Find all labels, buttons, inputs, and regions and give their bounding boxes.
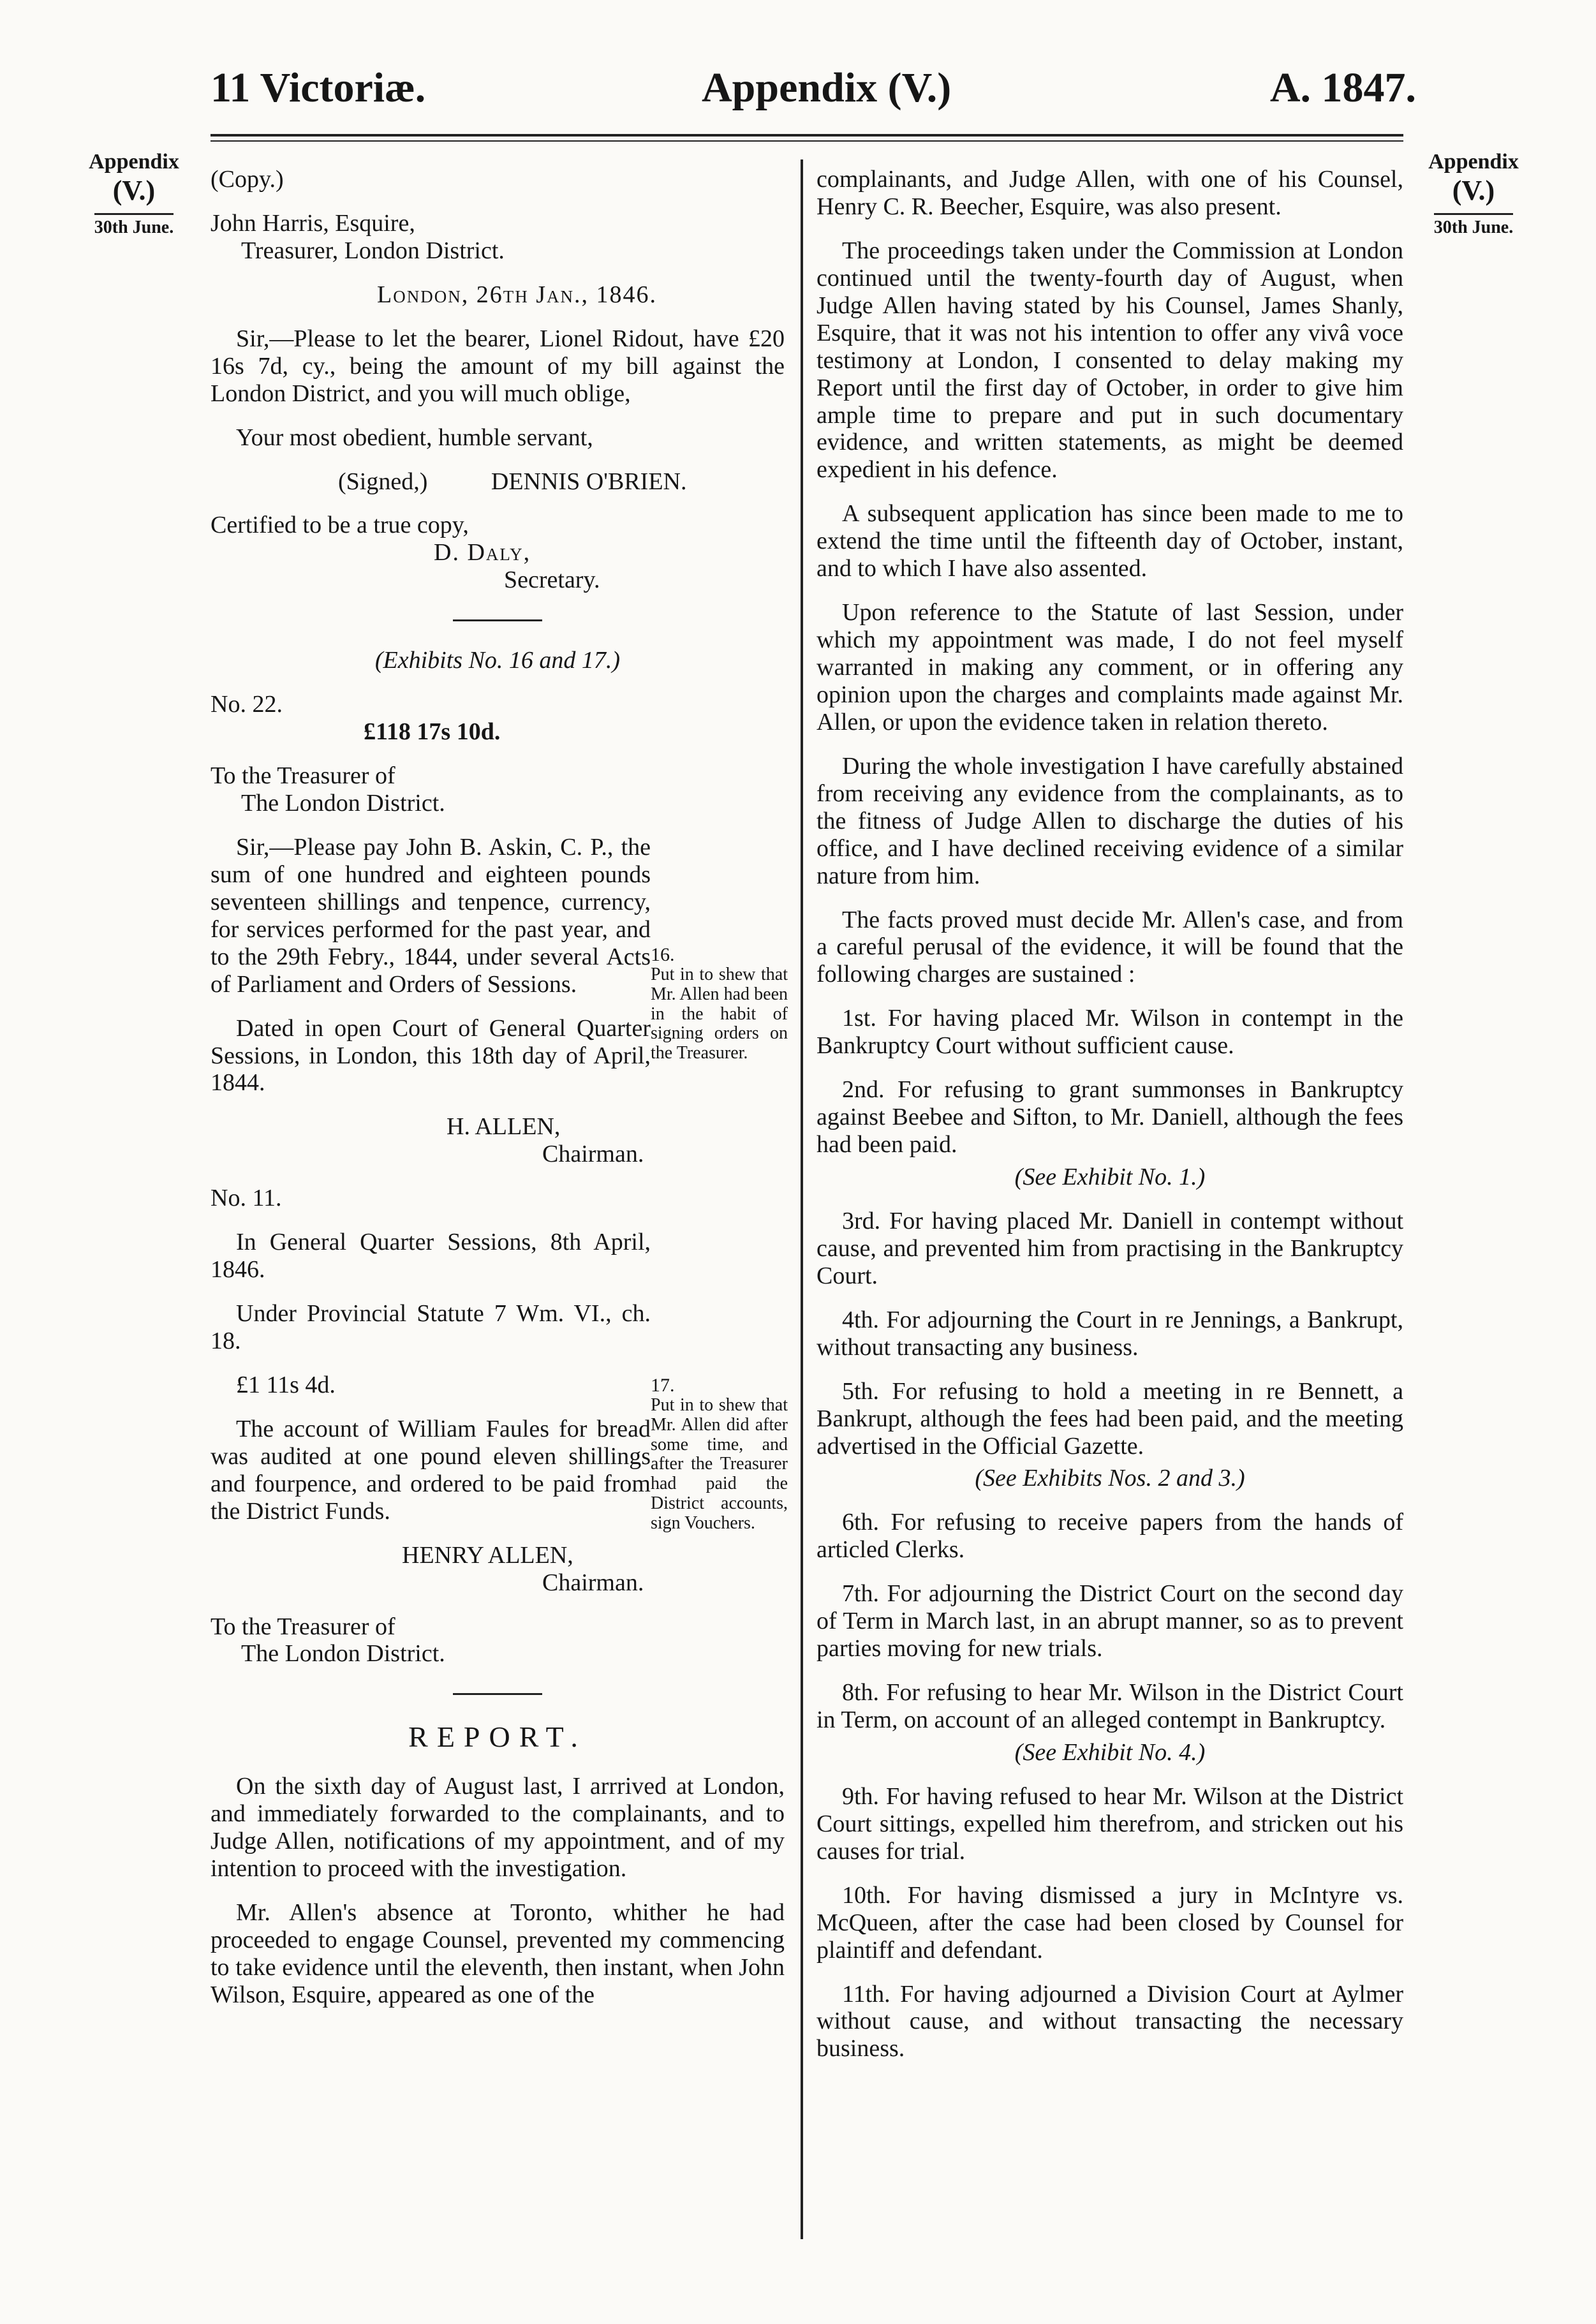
report-paragraph: On the sixth day of August last, I arrrived at London, and immediately forwarded to the complainants, and to Judge Allen, notifications of my appointment, and of my intention to proceed with the investigation.	[211, 1773, 785, 1883]
charge-item: 3rd. For having placed Mr. Daniell in contempt without cause, and prevented him from practising in the Bankruptcy Court.	[816, 1207, 1403, 1289]
treasurer-line: To the Treasurer of	[211, 1613, 395, 1640]
treasurer-district: The London District.	[241, 790, 445, 817]
treasurer-district: The London District.	[241, 1640, 445, 1668]
section-rule	[453, 619, 542, 621]
right-column	[816, 166, 1403, 2079]
order-amount: £118 17s 10d.	[364, 718, 501, 746]
copy-label: (Copy.)	[211, 166, 284, 193]
account-text: The account of William Faules for bread was audited at one pound eleven shillings and fourpence, and ordered to be paid from the District Funds.	[211, 1415, 651, 1525]
report-paragraph: Mr. Allen's absence at Toronto, whither he had proceeded to engage Counsel, prevented my commencing to take evidence until the eleventh, then instant, when John Wilson, Esquire, appeared as one of the	[211, 1899, 785, 2008]
report-paragraph: The facts proved must decide Mr. Allen's case, and from a careful perusal of the evidence, it will be found that the following charges are sustained :	[816, 906, 1403, 988]
signer-allen: H. ALLEN,	[447, 1113, 561, 1141]
charge-item: 5th. For refusing to hold a meeting in re Bennett, a Bankrupt, although the fees had been paid, and the meeting advertised in the Official Gazette.	[816, 1377, 1403, 1460]
certifier-title: Secretary.	[504, 566, 600, 594]
charge-item: 4th. For adjourning the Court in re Jennings, a Bankrupt, without transacting any business.	[816, 1306, 1403, 1361]
addressee-title: Treasurer, London District.	[241, 237, 505, 264]
signature-line	[211, 468, 785, 496]
record-number: No. 11.	[211, 1185, 282, 1212]
section-rule	[453, 1693, 542, 1695]
charge-item: 6th. For refusing to receive papers from the hands of articled Clerks.	[816, 1509, 1403, 1564]
column-divider	[801, 159, 803, 2239]
header-appendix: Appendix (V.)	[702, 64, 952, 111]
addressee-name: John Harris, Esquire,	[211, 209, 415, 237]
right-margin-note	[1410, 150, 1537, 238]
report-title: REPORT.	[408, 1721, 587, 1754]
side-note-text: Put in to shew that Mr. Allen had been in the habit of signing orders on the Treasurer.	[651, 965, 788, 1063]
signer-name: DENNIS O'BRIEN.	[491, 468, 687, 495]
header-rule-thin	[211, 140, 1403, 142]
chairman-title: Chairman.	[542, 1141, 644, 1168]
margin-date: 30th June.	[94, 213, 174, 238]
charge-item: 8th. For refusing to hear Mr. Wilson in the District Court in Term, on account of an alleged contempt in Bankruptcy.	[816, 1679, 1403, 1733]
certifier-name: D. Daly,	[434, 539, 531, 566]
margin-section: (V.)	[112, 175, 156, 206]
page-header	[211, 64, 1416, 121]
letter-closing: Your most obedient, humble servant,	[236, 424, 593, 451]
exhibits-heading: (Exhibits No. 16 and 17.)	[374, 647, 621, 674]
charge-item: 9th. For having refused to hear Mr. Wilson at the District Court sittings, expelled him therefrom, and stricken out his causes for trial.	[816, 1782, 1403, 1865]
sessions-text: In General Quarter Sessions, 8th April, 1846.	[211, 1229, 651, 1284]
side-note-16	[651, 944, 788, 1063]
statute-text: Under Provincial Statute 7 Wm. VI., ch. 18.	[211, 1300, 651, 1354]
margin-appendix: Appendix	[1428, 150, 1519, 174]
charge-item: 10th. For having dismissed a jury in McIntyre vs. McQueen, after the case had been closed by Counsel for plaintiff and defendant.	[816, 1881, 1403, 1964]
header-year: A. 1847.	[1269, 64, 1416, 111]
exhibit-reference: (See Exhibit No. 4.)	[1014, 1738, 1206, 1766]
report-paragraph: The proceedings taken under the Commission at London continued until the twenty-fourth day of August, when Judge Allen having stated by his Counsel, James Shanly, Esquire, that it was not his intention to offer any vivâ voce testimony at London, I consented to delay making my Report until the first day of October, in order to give him ample time to prepare and put in such documentary evidence, and written statements, as might be deemed expedient in his defence.	[816, 237, 1403, 484]
signer-henry-allen: HENRY ALLEN,	[402, 1541, 573, 1569]
charge-item: 2nd. For refusing to grant summonses in Bankruptcy against Beebee and Sifton, to Mr. Daniell, although the fees had been paid.	[816, 1076, 1403, 1158]
dateline: London, 26th Jan., 1846.	[377, 281, 657, 308]
chairman-title: Chairman.	[542, 1569, 644, 1596]
dated-text: Dated in open Court of General Quarter Sessions, in London, this 18th day of April, 1844.	[211, 1014, 651, 1097]
charge-item: 7th. For adjourning the District Court on the second day of Term in March last, in an abrupt manner, so as to prevent parties moving for new trials.	[816, 1580, 1403, 1662]
side-note-text: Put in to shew that Mr. Allen did after some time, and after the Treasurer had paid the District accounts, sign Vouchers.	[651, 1395, 788, 1533]
left-column	[211, 166, 785, 2025]
side-note-number: 16.	[651, 944, 675, 965]
charge-item: 11th. For having adjourned a Division Court at Aylmer without cause, and without transacting the necessary business.	[816, 1980, 1403, 2062]
side-note-number: 17.	[651, 1375, 675, 1396]
exhibit-reference: (See Exhibit No. 1.)	[1014, 1164, 1206, 1190]
header-rule-thick	[211, 134, 1403, 137]
account-amount: £1 11s 4d.	[236, 1371, 336, 1398]
certified-text: Certified to be a true copy,	[211, 512, 469, 539]
left-margin-note	[70, 150, 198, 238]
report-paragraph: During the whole investigation I have carefully abstained from receiving any evidence from the complainants, as to the fitness of Judge Allen to discharge the duties of his office, and I have declined receiving evidence of a similar nature from him.	[816, 752, 1403, 889]
report-paragraph: A subsequent application has since been made to me to extend the time until the fifteenth day of October, instant, and to which I have also assented.	[816, 500, 1403, 582]
header-session: 11 Victoriæ.	[211, 64, 426, 111]
treasurer-line: To the Treasurer of	[211, 762, 395, 790]
charge-item: 1st. For having placed Mr. Wilson in contempt in the Bankruptcy Court without sufficient cause.	[816, 1005, 1403, 1060]
side-note-17	[651, 1375, 788, 1534]
order-body: Sir,—Please pay John B. Askin, C. P., the sum of one hundred and eighteen pounds seventeen shillings and tenpence, currency, for services performed for the past year, and to the 29th Febry., 1844, under several Acts of Parliament and Orders of Sessions.	[211, 833, 651, 998]
report-paragraph: complainants, and Judge Allen, with one of his Counsel, Henry C. R. Beecher, Esquire, was also present.	[816, 166, 1403, 220]
signed-label: (Signed,)	[338, 468, 428, 495]
letter-body: Sir,—Please to let the bearer, Lionel Ridout, have £20 16s 7d, cy., being the amount of my bill against the London District, and you will much oblige,	[211, 325, 785, 407]
margin-date: 30th June.	[1434, 213, 1513, 238]
margin-section: (V.)	[1452, 175, 1495, 206]
exhibit-reference: (See Exhibits Nos. 2 and 3.)	[975, 1465, 1245, 1492]
order-number: No. 22.	[211, 691, 283, 718]
report-paragraph: Upon reference to the Statute of last Session, under which my appointment was made, I do not feel myself warranted in making any comment, or in offering any opinion upon the charges and complaints made against Mr. Allen, or upon the evidence taken in relation thereto.	[816, 599, 1403, 736]
margin-appendix: Appendix	[89, 150, 179, 174]
